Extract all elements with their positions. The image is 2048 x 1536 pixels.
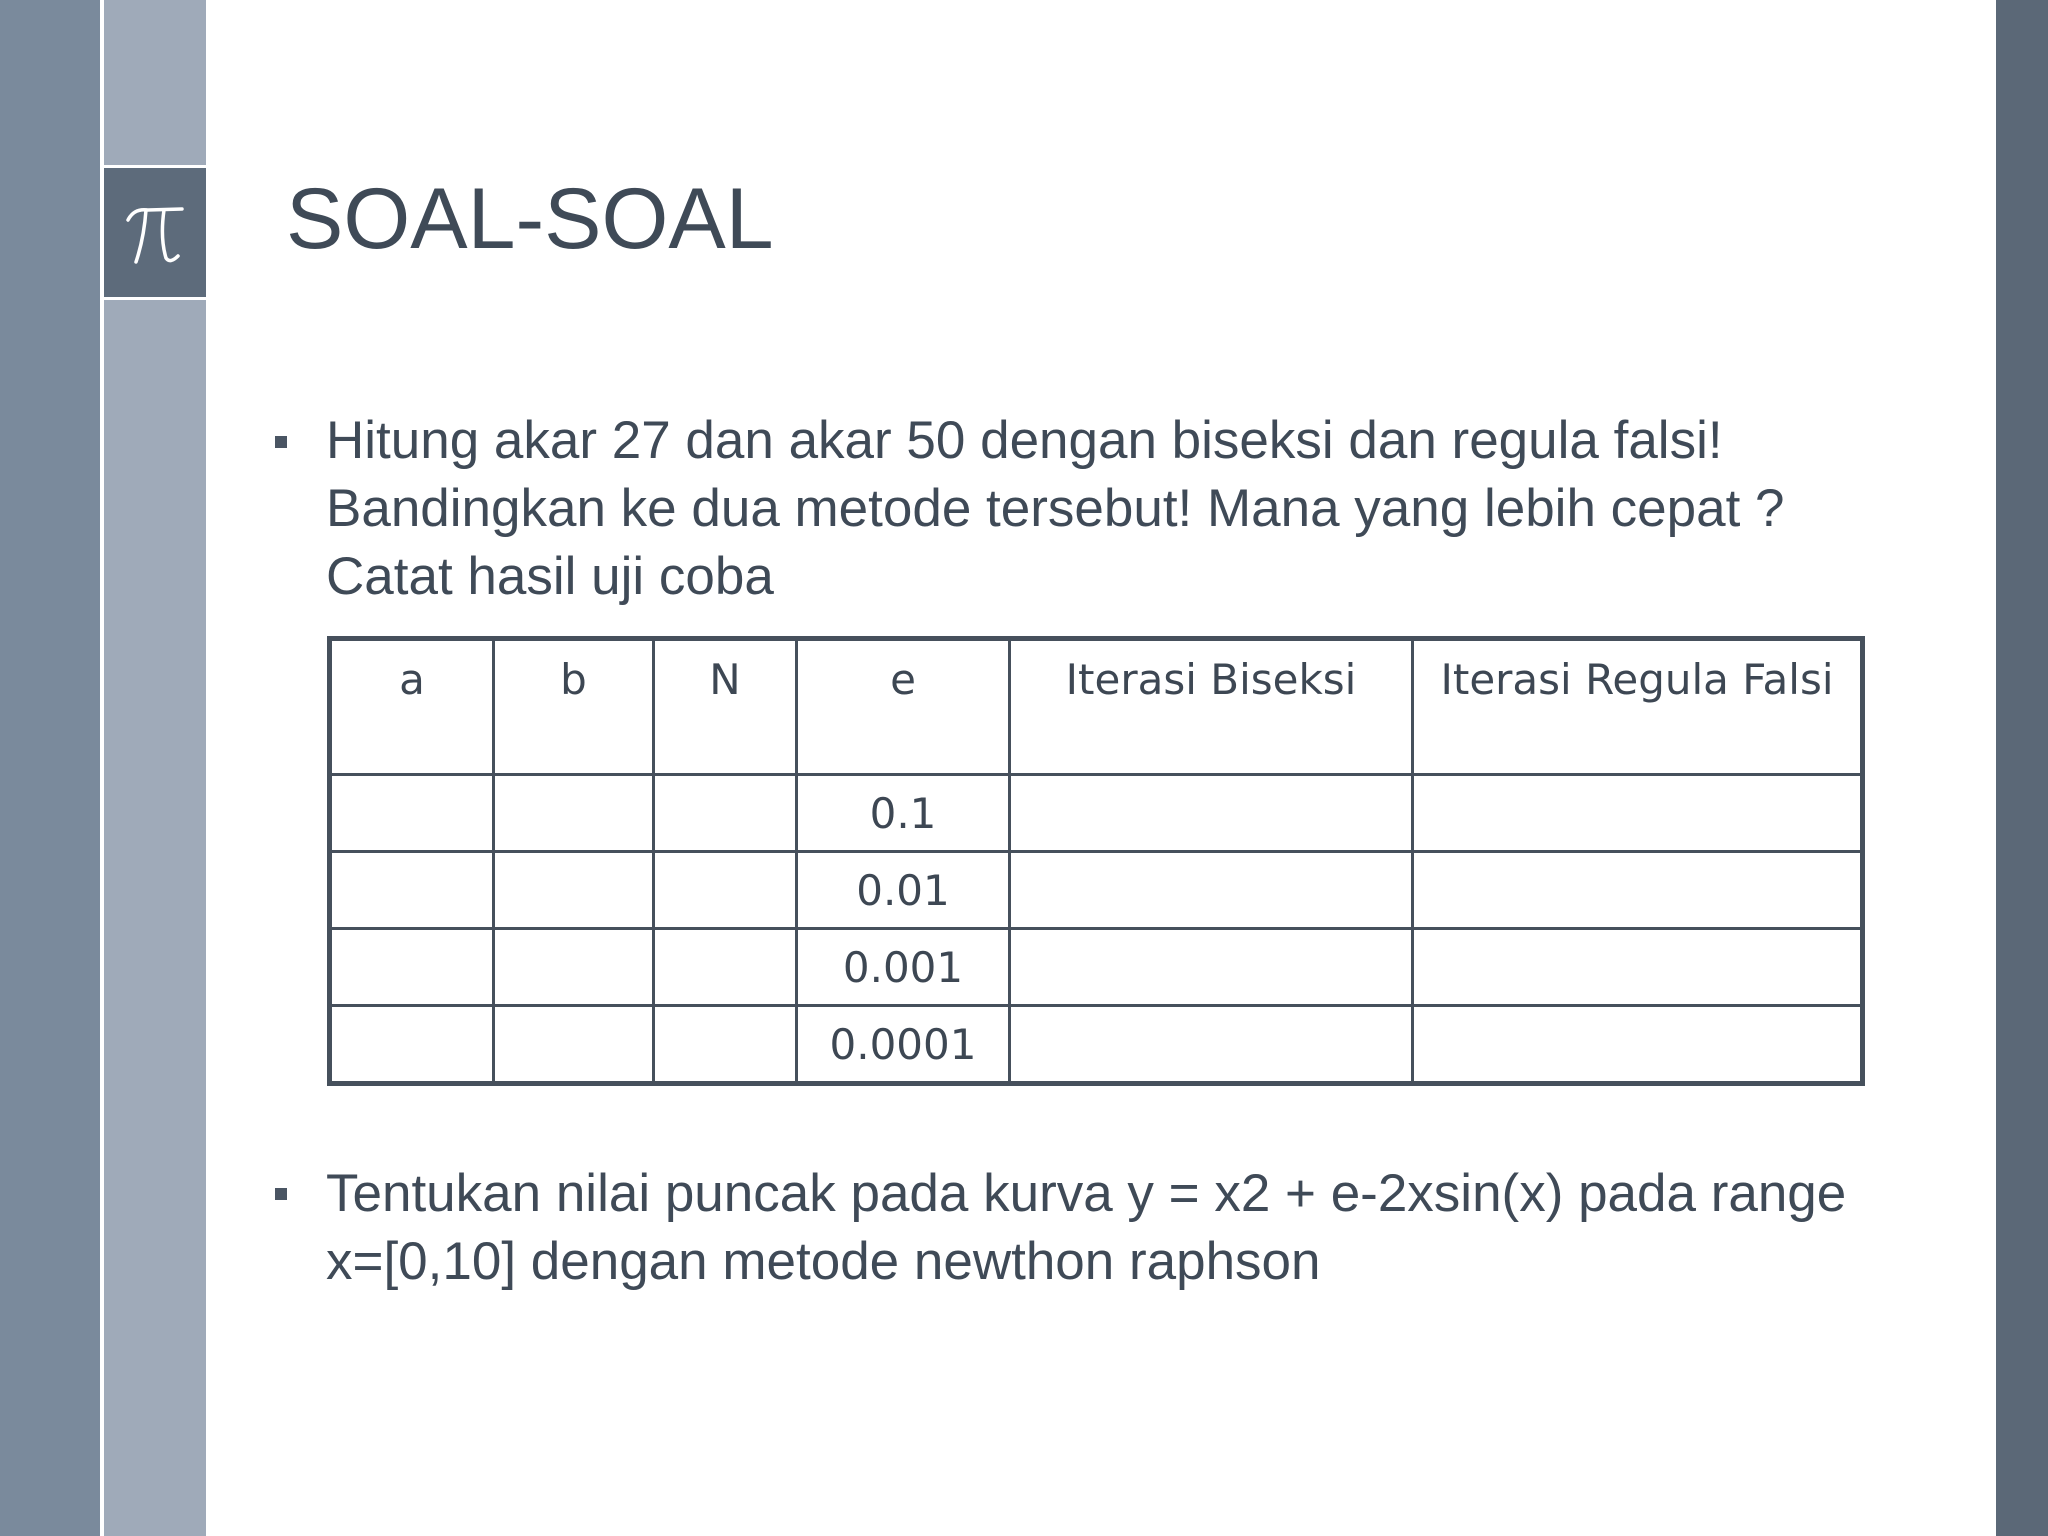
- left-decor-band-dark: [0, 0, 100, 1536]
- slide-title: SOAL-SOAL: [286, 171, 774, 267]
- bullet-text: Hitung akar 27 dan akar 50 dengan biseksi dan regula falsi! Bandingkan ke dua metode tersebut! Mana yang lebih cepat ? Catat hasil uji coba: [326, 411, 1785, 606]
- table-cell: [1010, 775, 1413, 852]
- table-cell: 0.001: [797, 929, 1010, 1006]
- table-cell: [1413, 929, 1863, 1006]
- table-header-cell: N: [654, 639, 797, 775]
- table-cell: [654, 775, 797, 852]
- table-cell: [330, 929, 494, 1006]
- table-header-cell: e: [797, 639, 1010, 775]
- results-table: [327, 636, 1865, 1086]
- table-cell: [330, 852, 494, 929]
- table-cell: [1413, 852, 1863, 929]
- table-row: [330, 929, 1863, 1006]
- table-row: [330, 1006, 1863, 1084]
- bullet-marker: [275, 1188, 287, 1200]
- table-header-cell: b: [494, 639, 654, 775]
- pi-icon: [104, 165, 206, 300]
- table-cell: 0.01: [797, 852, 1010, 929]
- table-cell: [1010, 929, 1413, 1006]
- table-cell: [1413, 775, 1863, 852]
- table-cell: [654, 852, 797, 929]
- table-cell: [330, 1006, 494, 1084]
- table-row: [330, 852, 1863, 929]
- right-decor-band: [1996, 0, 2048, 1536]
- table-header-cell: a: [330, 639, 494, 775]
- table-cell: [654, 1006, 797, 1084]
- table-cell: [494, 929, 654, 1006]
- table-header-row: [330, 639, 1863, 775]
- table-cell: [1413, 1006, 1863, 1084]
- table-cell: [654, 929, 797, 1006]
- table-cell: [494, 1006, 654, 1084]
- bullet-marker: [275, 436, 287, 448]
- table-cell: [1010, 852, 1413, 929]
- table-cell: 0.0001: [797, 1006, 1010, 1084]
- table-cell: [494, 852, 654, 929]
- table-header-cell: Iterasi Biseksi: [1010, 639, 1413, 775]
- table-row: [330, 775, 1863, 852]
- table-cell: [1010, 1006, 1413, 1084]
- table-header-cell: Iterasi Regula Falsi: [1413, 639, 1863, 775]
- table-cell: [494, 775, 654, 852]
- table-cell: [330, 775, 494, 852]
- bullet-text: Tentukan nilai puncak pada kurva y = x2 + e-2xsin(x) pada range x=[0,10] dengan metode newthon raphson: [326, 1164, 1847, 1291]
- table-cell: 0.1: [797, 775, 1010, 852]
